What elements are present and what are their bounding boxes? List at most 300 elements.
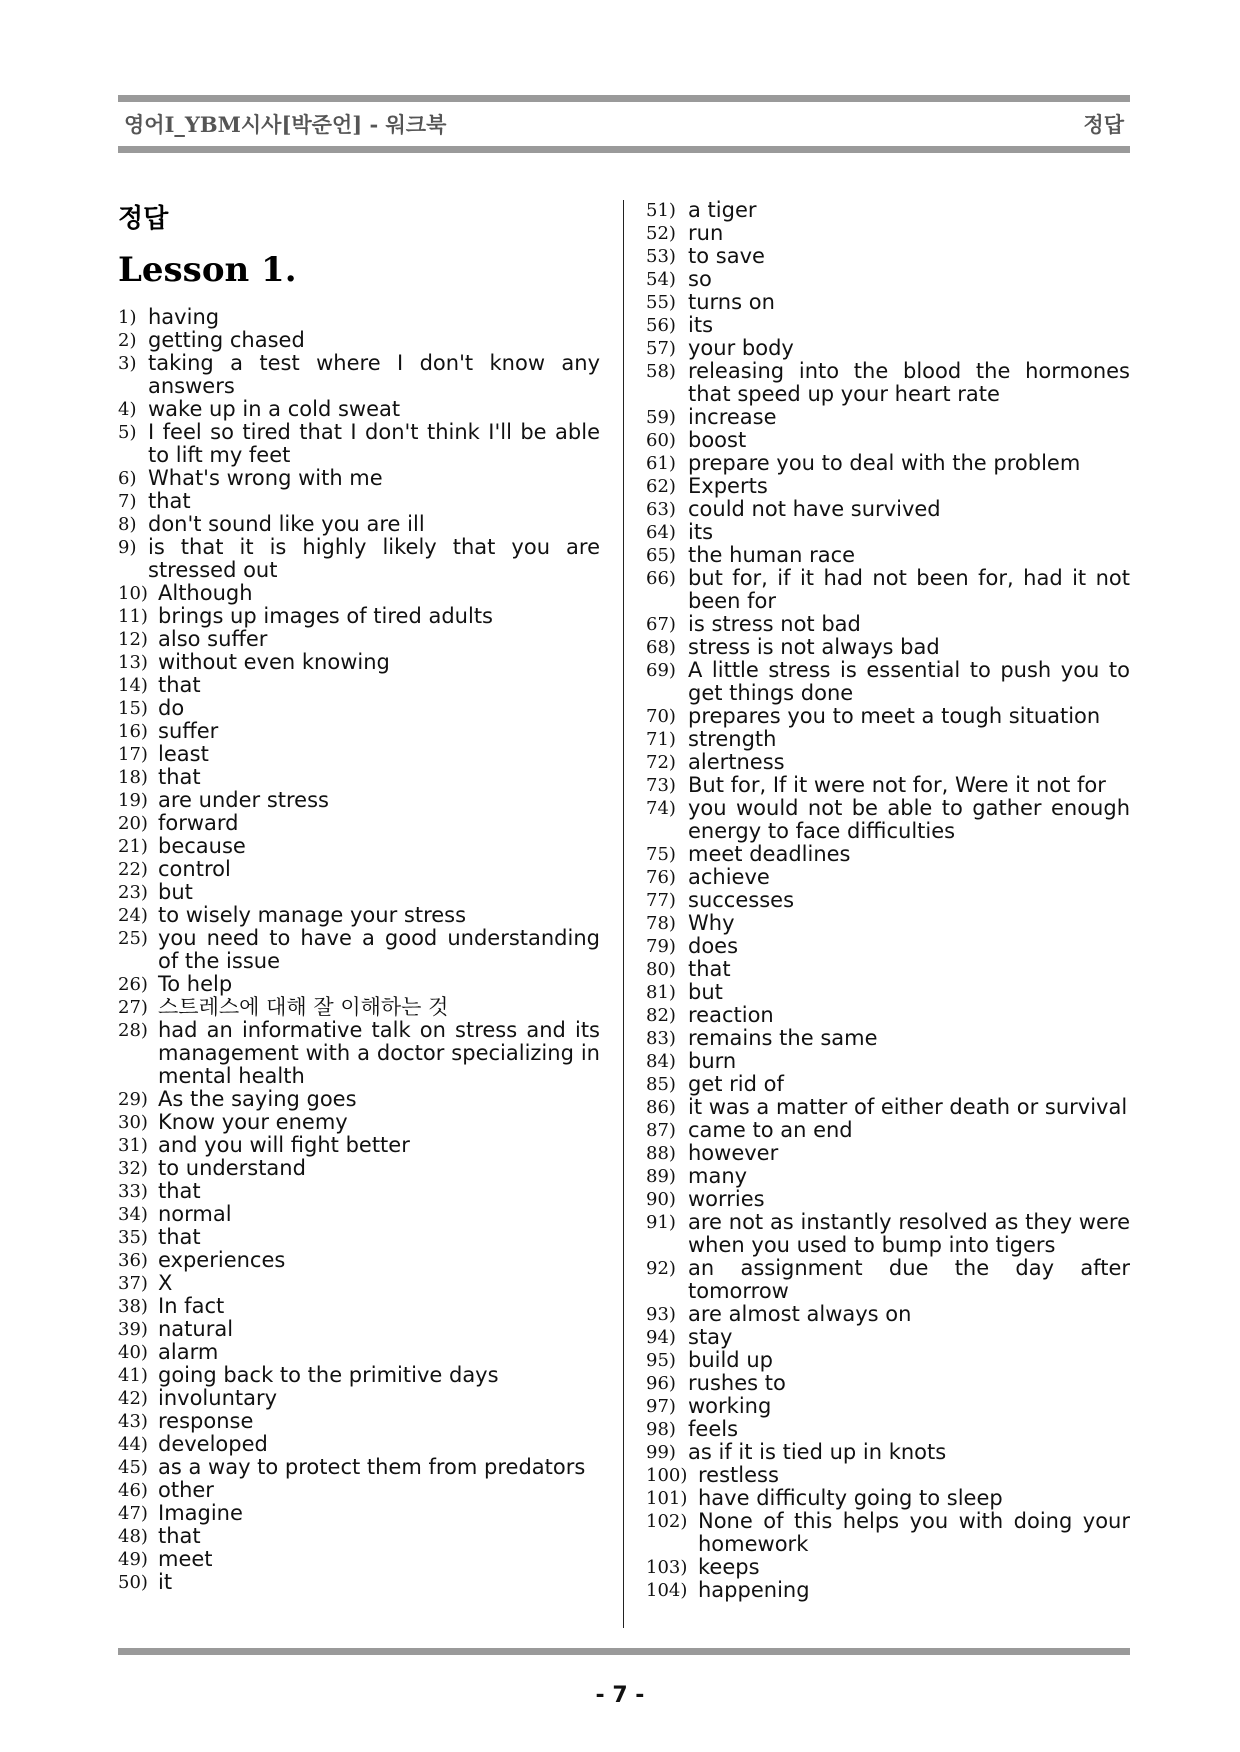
answer-number: 61) — [646, 453, 676, 474]
answer-text: Although — [158, 581, 253, 605]
answer-number: 70) — [646, 706, 676, 727]
answer-text: does — [688, 934, 739, 958]
answer-item — [646, 843, 1130, 866]
answer-number: 54) — [646, 269, 676, 290]
answer-text: X — [158, 1271, 173, 1295]
answer-item — [646, 1556, 1130, 1579]
answer-text: prepare you to deal with the problem — [688, 451, 1081, 475]
answer-text: response — [158, 1409, 254, 1433]
answer-item — [118, 1479, 600, 1502]
answer-number: 75) — [646, 844, 676, 865]
answer-number: 5) — [118, 422, 137, 443]
answer-number: 25) — [118, 928, 148, 949]
answer-item — [646, 314, 1130, 337]
answer-text: increase — [688, 405, 777, 429]
answer-text: going back to the primitive days — [158, 1363, 499, 1387]
answer-text: and you will fight better — [158, 1133, 410, 1157]
answer-number: 53) — [646, 246, 676, 267]
answer-text: it — [158, 1570, 173, 1594]
answer-item — [118, 1226, 600, 1249]
answer-text: getting chased — [148, 328, 305, 352]
answer-text: control — [158, 857, 231, 881]
answer-text: alarm — [158, 1340, 219, 1364]
answer-number: 86) — [646, 1097, 676, 1118]
answer-text: forward — [158, 811, 239, 835]
answer-number: 37) — [118, 1273, 148, 1294]
answer-text: stay — [688, 1325, 733, 1349]
footer-rule — [118, 1648, 1130, 1655]
answer-number: 23) — [118, 882, 148, 903]
answer-number: 73) — [646, 775, 676, 796]
answer-number: 15) — [118, 698, 148, 719]
answer-item — [118, 329, 600, 352]
answer-number: 64) — [646, 522, 676, 543]
answer-item — [646, 1119, 1130, 1142]
answer-item — [646, 958, 1130, 981]
answer-item — [646, 452, 1130, 475]
answer-item — [118, 651, 600, 674]
answer-item — [646, 636, 1130, 659]
answer-item — [646, 1188, 1130, 1211]
lesson-title: Lesson 1. — [118, 250, 297, 290]
answer-item — [118, 1410, 600, 1433]
answer-number: 19) — [118, 790, 148, 811]
answer-item — [118, 766, 600, 789]
answer-number: 12) — [118, 629, 148, 650]
answer-number: 50) — [118, 1572, 148, 1593]
answer-text: you need to have a good understanding of the issue — [158, 926, 600, 973]
answer-number: 60) — [646, 430, 676, 451]
answer-text: releasing into the blood the hormones that speed up your heart rate — [688, 359, 1130, 406]
answer-number: 7) — [118, 491, 137, 512]
answer-number: 58) — [646, 361, 676, 382]
answer-text: many — [688, 1164, 748, 1188]
answer-number: 74) — [646, 798, 676, 819]
answer-item — [118, 1433, 600, 1456]
answer-item — [646, 406, 1130, 429]
answer-item — [646, 912, 1130, 935]
answer-text: your body — [688, 336, 794, 360]
answer-text: that — [158, 1524, 201, 1548]
answer-number: 98) — [646, 1419, 676, 1440]
answer-text: get rid of — [688, 1072, 784, 1096]
answer-number: 48) — [118, 1526, 148, 1547]
answer-text: strength — [688, 727, 777, 751]
answer-text: developed — [158, 1432, 268, 1456]
answer-text: As the saying goes — [158, 1087, 357, 1111]
answer-item — [646, 866, 1130, 889]
answer-number: 47) — [118, 1503, 148, 1524]
answer-number: 69) — [646, 660, 676, 681]
answer-text: feels — [688, 1417, 739, 1441]
answer-number: 14) — [118, 675, 148, 696]
answer-item — [118, 674, 600, 697]
answer-number: 29) — [118, 1089, 148, 1110]
answer-item — [646, 659, 1130, 705]
answer-number: 4) — [118, 399, 137, 420]
answer-text: is that it is highly likely that you are stressed out — [148, 535, 600, 582]
answer-number: 68) — [646, 637, 676, 658]
answer-number: 43) — [118, 1411, 148, 1432]
answer-text: because — [158, 834, 246, 858]
answer-item — [646, 1441, 1130, 1464]
answer-text: What's wrong with me — [148, 466, 383, 490]
answer-item — [646, 1372, 1130, 1395]
answer-text: reaction — [688, 1003, 774, 1027]
answer-text: its — [688, 313, 714, 337]
answer-text: Why — [688, 911, 735, 935]
answer-text: but — [688, 980, 723, 1004]
answer-number: 93) — [646, 1304, 676, 1325]
answer-item — [646, 1510, 1130, 1556]
answer-number: 46) — [118, 1480, 148, 1501]
answer-text: A little stress is essential to push you to get things done — [688, 658, 1130, 705]
answer-text: had an informative talk on stress and its management with a doctor specializing in mental health — [158, 1018, 600, 1088]
answer-item — [118, 1456, 600, 1479]
answer-number: 103) — [646, 1557, 688, 1578]
answer-number: 36) — [118, 1250, 148, 1271]
answer-number: 1) — [118, 307, 137, 328]
answer-text: are under stress — [158, 788, 329, 812]
answer-number: 89) — [646, 1166, 676, 1187]
answer-number: 31) — [118, 1135, 148, 1156]
answer-item — [118, 467, 600, 490]
answer-text: keeps — [698, 1555, 760, 1579]
answer-number: 34) — [118, 1204, 148, 1225]
answer-text: brings up images of tired adults — [158, 604, 493, 628]
answer-item — [646, 728, 1130, 751]
answer-item — [118, 1571, 600, 1594]
answer-item — [118, 398, 600, 421]
answer-item — [646, 751, 1130, 774]
answer-text: as if it is tied up in knots — [688, 1440, 947, 1464]
answer-text: you would not be able to gather enough energy to face difficulties — [688, 796, 1130, 843]
answer-number: 88) — [646, 1143, 676, 1164]
answer-number: 97) — [646, 1396, 676, 1417]
answer-item — [646, 1050, 1130, 1073]
answer-item — [646, 1487, 1130, 1510]
answer-number: 72) — [646, 752, 676, 773]
answer-number: 16) — [118, 721, 148, 742]
answer-item — [646, 1073, 1130, 1096]
answer-number: 102) — [646, 1511, 688, 1532]
answer-list-left — [118, 306, 600, 1594]
answer-number: 77) — [646, 890, 676, 911]
answer-number: 99) — [646, 1442, 676, 1463]
answer-number: 71) — [646, 729, 676, 750]
answer-number: 3) — [118, 353, 137, 374]
answer-number: 38) — [118, 1296, 148, 1317]
answer-number: 11) — [118, 606, 148, 627]
answer-number: 67) — [646, 614, 676, 635]
answer-number: 24) — [118, 905, 148, 926]
answer-item — [118, 858, 600, 881]
answer-item — [118, 1387, 600, 1410]
answer-text: In fact — [158, 1294, 225, 1318]
answer-text: are not as instantly resolved as they were when you used to bump into tigers — [688, 1210, 1130, 1257]
answer-item — [646, 498, 1130, 521]
answer-number: 104) — [646, 1580, 688, 1601]
answer-text: alertness — [688, 750, 785, 774]
answer-number: 28) — [118, 1020, 148, 1041]
answer-number: 62) — [646, 476, 676, 497]
answer-text: run — [688, 221, 724, 245]
page-number: - 7 - — [595, 1683, 645, 1708]
answer-text: don't sound like you are ill — [148, 512, 425, 536]
answer-item — [646, 774, 1130, 797]
answer-item — [646, 268, 1130, 291]
answer-text: without even knowing — [158, 650, 390, 674]
answer-number: 8) — [118, 514, 137, 535]
answer-number: 94) — [646, 1327, 676, 1348]
answer-item — [118, 1364, 600, 1387]
answer-text: that — [158, 1179, 201, 1203]
answer-item — [118, 1019, 600, 1088]
answer-text: successes — [688, 888, 795, 912]
answer-number: 80) — [646, 959, 676, 980]
answer-item — [646, 199, 1130, 222]
answer-item — [646, 245, 1130, 268]
answer-text: as a way to protect them from predators — [158, 1455, 586, 1479]
answer-number: 76) — [646, 867, 676, 888]
answer-number: 78) — [646, 913, 676, 934]
answer-number: 17) — [118, 744, 148, 765]
answer-item — [646, 567, 1130, 613]
answer-text: 스트레스에 대해 잘 이해하는 것 — [158, 995, 449, 1019]
answer-number: 55) — [646, 292, 676, 313]
answer-text: also suffer — [158, 627, 268, 651]
answer-number: 91) — [646, 1212, 676, 1233]
answer-item — [646, 337, 1130, 360]
answer-item — [118, 628, 600, 651]
answer-item — [646, 797, 1130, 843]
answer-text: came to an end — [688, 1118, 853, 1142]
answer-item — [118, 1272, 600, 1295]
answer-text: involuntary — [158, 1386, 278, 1410]
answer-text: are almost always on — [688, 1302, 912, 1326]
answer-text: that — [148, 489, 191, 513]
answer-number: 87) — [646, 1120, 676, 1141]
answer-text: working — [688, 1394, 772, 1418]
answer-text: an assignment due the day after tomorrow — [688, 1256, 1130, 1303]
answer-text: Know your enemy — [158, 1110, 348, 1134]
answer-text: to understand — [158, 1156, 306, 1180]
answer-item — [118, 927, 600, 973]
answer-item — [646, 981, 1130, 1004]
answer-text: having — [148, 305, 220, 329]
answer-number: 39) — [118, 1319, 148, 1340]
answer-number: 81) — [646, 982, 676, 1003]
answer-number: 26) — [118, 974, 148, 995]
answer-item — [646, 1027, 1130, 1050]
answer-item — [646, 291, 1130, 314]
answer-text: other — [158, 1478, 214, 1502]
answer-number: 59) — [646, 407, 676, 428]
answer-item — [646, 521, 1130, 544]
answer-item — [118, 1341, 600, 1364]
answer-text: so — [688, 267, 712, 291]
answer-item — [646, 705, 1130, 728]
answer-item — [646, 1211, 1130, 1257]
answer-item — [646, 222, 1130, 245]
answer-text: But for, If it were not for, Were it not for — [688, 773, 1106, 797]
section-title: 정답 — [118, 204, 169, 234]
answer-item — [118, 1157, 600, 1180]
answer-item — [646, 1165, 1130, 1188]
answer-number: 66) — [646, 568, 676, 589]
answer-text: it was a matter of either death or survival — [688, 1095, 1128, 1119]
answer-number: 32) — [118, 1158, 148, 1179]
answer-item — [118, 421, 600, 467]
answer-number: 92) — [646, 1258, 676, 1279]
answer-number: 30) — [118, 1112, 148, 1133]
answer-number: 51) — [646, 200, 676, 221]
answer-number: 63) — [646, 499, 676, 520]
answer-text: restless — [698, 1463, 779, 1487]
answer-item — [646, 935, 1130, 958]
answer-item — [646, 1004, 1130, 1027]
answer-item — [646, 1326, 1130, 1349]
answer-number: 2) — [118, 330, 137, 351]
answer-number: 10) — [118, 583, 148, 604]
answer-text: Imagine — [158, 1501, 243, 1525]
answer-number: 82) — [646, 1005, 676, 1026]
answer-text: Experts — [688, 474, 768, 498]
answer-number: 42) — [118, 1388, 148, 1409]
answer-text: that — [158, 765, 201, 789]
answer-text: achieve — [688, 865, 770, 889]
answer-item — [118, 996, 600, 1019]
answer-text: turns on — [688, 290, 775, 314]
answer-number: 85) — [646, 1074, 676, 1095]
answer-text: suffer — [158, 719, 219, 743]
answer-item — [646, 1257, 1130, 1303]
answer-number: 9) — [118, 537, 137, 558]
answer-number: 83) — [646, 1028, 676, 1049]
answer-number: 95) — [646, 1350, 676, 1371]
answer-item — [118, 536, 600, 582]
header-title: 영어I_YBM시사[박준언] - 워크북 — [124, 112, 447, 137]
answer-text: prepares you to meet a tough situation — [688, 704, 1101, 728]
answer-number: 79) — [646, 936, 676, 957]
answer-text: but for, if it had not been for, had it not been for — [688, 566, 1130, 613]
answer-item — [118, 789, 600, 812]
answer-text: experiences — [158, 1248, 286, 1272]
answer-item — [118, 513, 600, 536]
answer-item — [646, 1418, 1130, 1441]
answer-text: natural — [158, 1317, 234, 1341]
answer-item — [118, 835, 600, 858]
answer-text: but — [158, 880, 193, 904]
answer-text: meet — [158, 1547, 213, 1571]
answer-item — [646, 889, 1130, 912]
answer-item — [118, 490, 600, 513]
answer-item — [646, 360, 1130, 406]
answer-item — [118, 743, 600, 766]
answer-text: normal — [158, 1202, 232, 1226]
answer-item — [118, 1502, 600, 1525]
answer-item — [118, 720, 600, 743]
answer-text: taking a test where I don't know any answers — [148, 351, 600, 398]
answer-text: meet deadlines — [688, 842, 851, 866]
answer-text: happening — [698, 1578, 810, 1602]
answer-number: 56) — [646, 315, 676, 336]
answer-item — [118, 582, 600, 605]
answer-text: that — [158, 1225, 201, 1249]
answer-text: the human race — [688, 543, 856, 567]
answer-number: 44) — [118, 1434, 148, 1455]
answer-number: 45) — [118, 1457, 148, 1478]
header-rule-top — [118, 95, 1130, 102]
answer-text: have difficulty going to sleep — [698, 1486, 1003, 1510]
answer-number: 20) — [118, 813, 148, 834]
answer-item — [118, 1318, 600, 1341]
answer-item — [118, 973, 600, 996]
answer-item — [118, 697, 600, 720]
answer-text: to wisely manage your stress — [158, 903, 467, 927]
answer-number: 21) — [118, 836, 148, 857]
answer-text: however — [688, 1141, 779, 1165]
column-divider — [623, 200, 624, 1628]
answer-item — [118, 1548, 600, 1571]
answer-item — [646, 1349, 1130, 1372]
answer-number: 41) — [118, 1365, 148, 1386]
answer-text: is stress not bad — [688, 612, 861, 636]
answer-item — [646, 1395, 1130, 1418]
answer-text: burn — [688, 1049, 737, 1073]
header-section: 정답 — [1083, 112, 1124, 137]
answer-number: 101) — [646, 1488, 688, 1509]
answer-item — [646, 475, 1130, 498]
answer-item — [118, 904, 600, 927]
answer-item — [646, 544, 1130, 567]
answer-text: to save — [688, 244, 765, 268]
answer-text: boost — [688, 428, 747, 452]
answer-number: 100) — [646, 1465, 688, 1486]
answer-text: remains the same — [688, 1026, 878, 1050]
answer-item — [118, 881, 600, 904]
answer-item — [646, 613, 1130, 636]
answer-item — [118, 605, 600, 628]
answer-list-right — [646, 199, 1130, 1602]
answer-item — [118, 812, 600, 835]
answer-text: worries — [688, 1187, 765, 1211]
answer-text: could not have survived — [688, 497, 941, 521]
answer-item — [118, 352, 600, 398]
answer-text: do — [158, 696, 185, 720]
answer-text: that — [158, 673, 201, 697]
answer-text: stress is not always bad — [688, 635, 940, 659]
answer-item — [118, 1203, 600, 1226]
answer-number: 40) — [118, 1342, 148, 1363]
answer-text: rushes to — [688, 1371, 786, 1395]
answer-text: least — [158, 742, 209, 766]
answer-item — [118, 306, 600, 329]
answer-text: build up — [688, 1348, 773, 1372]
answer-number: 84) — [646, 1051, 676, 1072]
answer-number: 13) — [118, 652, 148, 673]
answer-item — [118, 1525, 600, 1548]
answer-number: 96) — [646, 1373, 676, 1394]
answer-text: None of this helps you with doing your homework — [698, 1509, 1130, 1556]
answer-number: 33) — [118, 1181, 148, 1202]
answer-item — [118, 1088, 600, 1111]
answer-item — [118, 1249, 600, 1272]
answer-text: I feel so tired that I don't think I'll be able to lift my feet — [148, 420, 600, 467]
answer-item — [118, 1295, 600, 1318]
answer-number: 18) — [118, 767, 148, 788]
answer-number: 6) — [118, 468, 137, 489]
